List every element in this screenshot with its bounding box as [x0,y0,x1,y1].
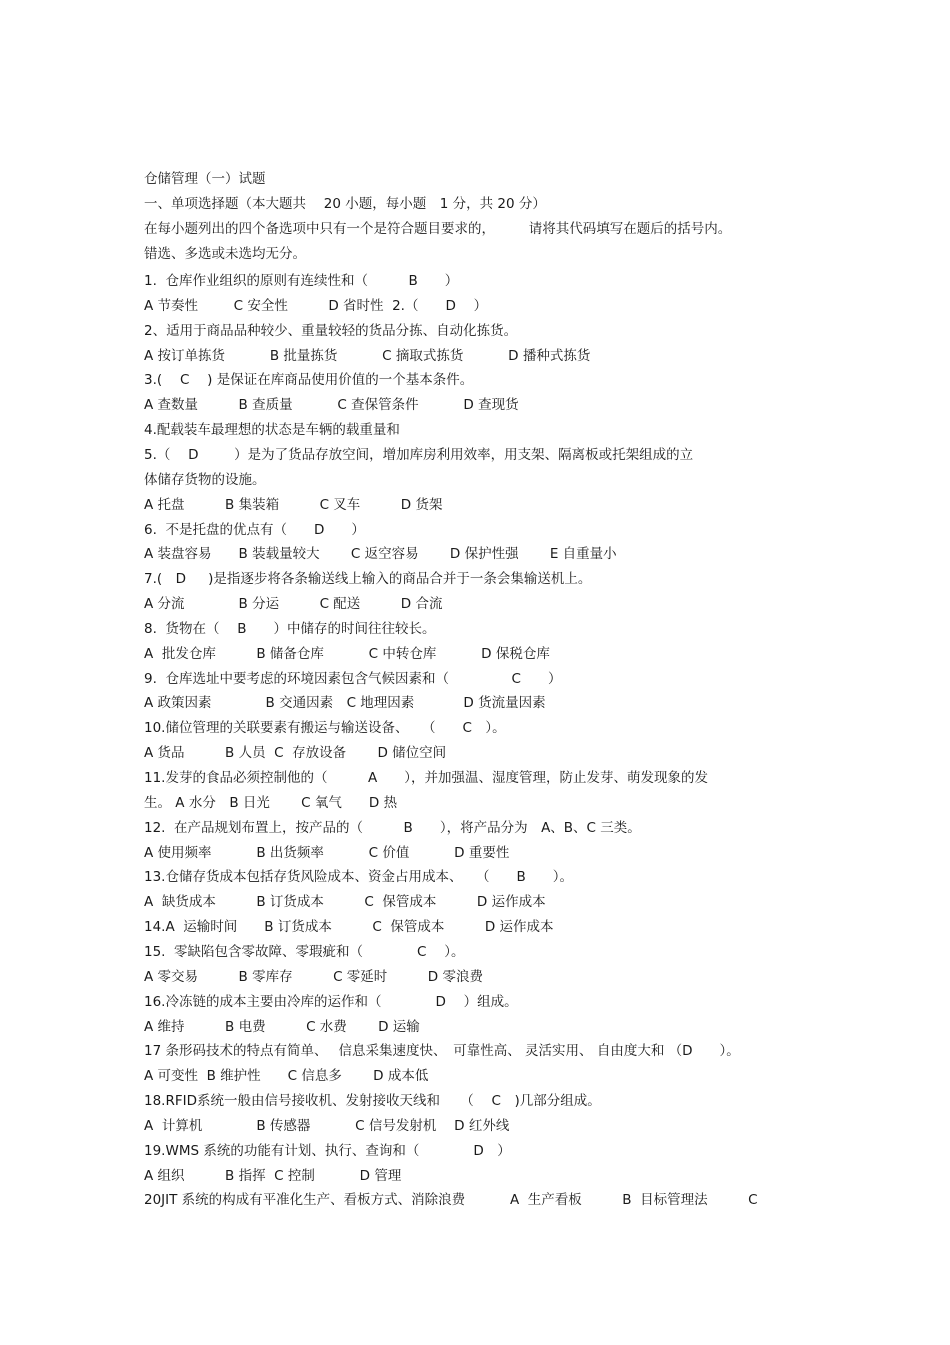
question-line: 7.( D )是指逐步将各条输送线上输入的商品合并于一条会集输送机上。 [144,571,592,587]
section-heading: 一、单项选择题（本大题共 20 小题，每小题 1 分，共 20 分） [144,196,546,212]
question-line: 4.配载装车最理想的状态是车辆的载重量和 [144,422,400,438]
question-line: 20JIT 系统的构成有平准化生产、看板方式、消除浪费 A 生产看板 B 目标管理法 C [144,1192,758,1208]
question-line: 1. 仓库作业组织的原则有连续性和（ B ） [144,273,459,289]
question-line: A 组织 B 指挥 C 控制 D 管理 [144,1168,402,1184]
question-line: 6. 不是托盘的优点有（ D ） [144,522,365,538]
question-line: A 按订单拣货 B 批量拣货 C 摘取式拣货 D 播种式拣货 [144,348,591,364]
question-line: 9. 仓库选址中要考虑的环境因素包含气候因素和（ C ） [144,671,562,687]
document-title: 仓储管理（一）试题 [144,171,266,187]
question-line: A 装盘容易 B 装载量较大 C 返空容易 D 保护性强 E 自重量小 [144,546,617,562]
question-line: A 可变性 B 维护性 C 信息多 D 成本低 [144,1068,429,1084]
question-line: 15. 零缺陷包含零故障、零瑕疵和（ C ）。 [144,944,465,960]
question-line: 2、适用于商品品种较少、重量较轻的货品分拣、自动化拣货。 [144,323,518,339]
question-line: A 批发仓库 B 储备仓库 C 中转仓库 D 保税仓库 [144,646,550,662]
question-line: A 节奏性 C 安全性 D 省时性 2.（ D ） [144,298,488,314]
question-line: 10.储位管理的关联要素有搬运与输送设备、 （ C ）。 [144,720,506,736]
question-line: 体储存货物的设施。 [144,472,266,488]
question-line: 14.A 运输时间 B 订货成本 C 保管成本 D 运作成本 [144,919,554,935]
question-line: A 使用频率 B 出货频率 C 价值 D 重要性 [144,845,510,861]
question-line: 19.WMS 系统的功能有计划、执行、查询和（ D ） [144,1143,511,1159]
question-line: A 缺货成本 B 订货成本 C 保管成本 D 运作成本 [144,894,546,910]
question-line: 5.（ D ）是为了货品存放空间，增加库房利用效率，用支架、隔离板或托架组成的立 [144,447,694,463]
question-line: 16.冷冻链的成本主要由冷库的运作和（ D ）组成。 [144,994,518,1010]
question-line: 13.仓储存货成本包括存货风险成本、资金占用成本、 （ B ）。 [144,869,573,885]
question-line: A 货品 B 人员 C 存放设备 D 储位空间 [144,745,447,761]
question-line: 17 条形码技术的特点有简单、 信息采集速度快、 可靠性高、 灵活实用、 自由度大和 （D ）。 [144,1043,740,1059]
question-line: A 计算机 B 传感器 C 信号发射机 D 红外线 [144,1118,510,1134]
instruction-line: 错选、多选或未选均无分。 [144,246,306,262]
question-line: A 零交易 B 零库存 C 零延时 D 零浪费 [144,969,483,985]
question-line: 12. 在产品规划布置上，按产品的（ B ），将产品分为 A、B、C 三类。 [144,820,641,836]
instruction-line: 在每小题列出的四个备选项中只有一个是符合题目要求的， 请将其代码填写在题后的括号内。 [144,221,732,237]
question-line: A 分流 B 分运 C 配送 D 合流 [144,596,443,612]
question-line: A 维持 B 电费 C 水费 D 运输 [144,1019,420,1035]
question-line: 生。 A 水分 B 日光 C 氧气 D 热 [144,795,398,811]
question-line: A 政策因素 B 交通因素 C 地理因素 D 货流量因素 [144,695,546,711]
question-line: A 托盘 B 集装箱 C 叉车 D 货架 [144,497,443,513]
question-line: 18.RFID系统一般由信号接收机、发射接收天线和 （ C )几部分组成。 [144,1093,601,1109]
question-line: 11.发芽的食品必须控制他的（ A ），并加强温、湿度管理，防止发芽、萌发现象的发 [144,770,708,786]
question-line: 3.( C ) 是保证在库商品使用价值的一个基本条件。 [144,372,474,388]
question-line: 8. 货物在（ B ）中储存的时间往往较长。 [144,621,436,637]
question-line: A 查数量 B 查质量 C 查保管条件 D 查现货 [144,397,519,413]
